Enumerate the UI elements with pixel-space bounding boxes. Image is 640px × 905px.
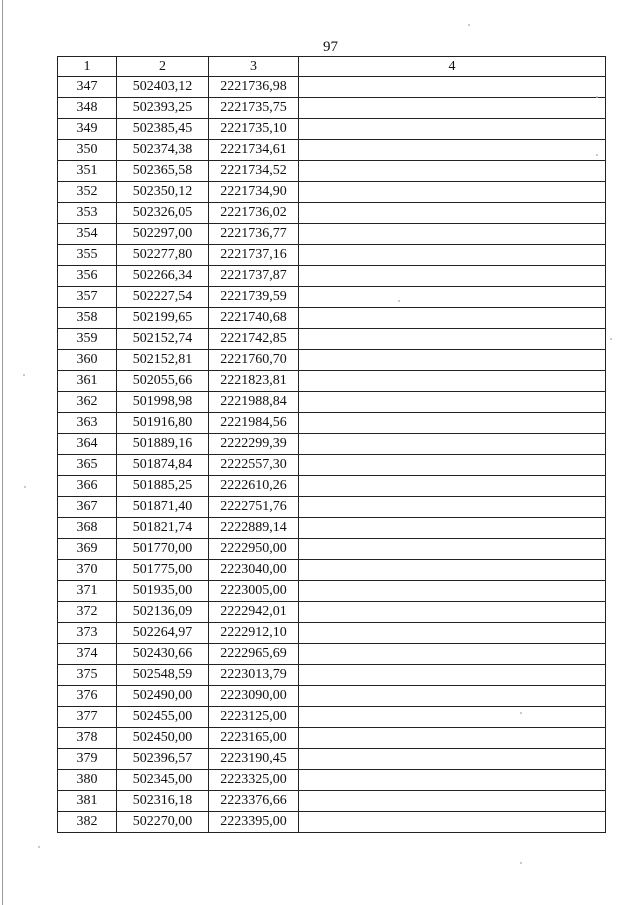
table-row: [58, 224, 606, 245]
cell-y-coordinate: 2223376,66: [209, 791, 299, 812]
cell-number: 354: [58, 224, 117, 245]
cell-note: [299, 371, 606, 392]
cell-number: 347: [58, 77, 117, 98]
table-row: [58, 392, 606, 413]
cell-note: [299, 749, 606, 770]
table-row: [58, 518, 606, 539]
scan-speck: [596, 154, 598, 156]
scan-speck: [23, 374, 25, 376]
cell-number: 353: [58, 203, 117, 224]
table-header-row: [58, 57, 606, 77]
cell-number: 361: [58, 371, 117, 392]
cell-number: 378: [58, 728, 117, 749]
cell-y-coordinate: 2221736,77: [209, 224, 299, 245]
column-header-4: 4: [299, 57, 606, 77]
cell-note: [299, 476, 606, 497]
cell-note: [299, 308, 606, 329]
cell-note: [299, 707, 606, 728]
cell-x-coordinate: 502450,00: [117, 728, 209, 749]
cell-x-coordinate: 502403,12: [117, 77, 209, 98]
cell-number: 351: [58, 161, 117, 182]
cell-note: [299, 119, 606, 140]
table-row: [58, 434, 606, 455]
cell-y-coordinate: 2223395,00: [209, 812, 299, 833]
table-row: [58, 623, 606, 644]
cell-note: [299, 182, 606, 203]
table-row: [58, 140, 606, 161]
cell-y-coordinate: 2221735,10: [209, 119, 299, 140]
cell-number: 372: [58, 602, 117, 623]
cell-number: 370: [58, 560, 117, 581]
cell-x-coordinate: 502455,00: [117, 707, 209, 728]
cell-number: 350: [58, 140, 117, 161]
cell-note: [299, 770, 606, 791]
cell-number: 381: [58, 791, 117, 812]
table-row: [58, 266, 606, 287]
table-row: [58, 770, 606, 791]
table-row: [58, 350, 606, 371]
cell-x-coordinate: 502264,97: [117, 623, 209, 644]
cell-note: [299, 581, 606, 602]
cell-number: 363: [58, 413, 117, 434]
cell-note: [299, 224, 606, 245]
table-row: [58, 539, 606, 560]
cell-x-coordinate: 502152,81: [117, 350, 209, 371]
cell-number: 358: [58, 308, 117, 329]
cell-x-coordinate: 501889,16: [117, 434, 209, 455]
cell-note: [299, 644, 606, 665]
cell-y-coordinate: 2223325,00: [209, 770, 299, 791]
cell-y-coordinate: 2221734,61: [209, 140, 299, 161]
cell-x-coordinate: 502385,45: [117, 119, 209, 140]
cell-number: 349: [58, 119, 117, 140]
cell-y-coordinate: 2223013,79: [209, 665, 299, 686]
cell-y-coordinate: 2221734,90: [209, 182, 299, 203]
cell-y-coordinate: 2221760,70: [209, 350, 299, 371]
cell-x-coordinate: 501916,80: [117, 413, 209, 434]
cell-y-coordinate: 2222889,14: [209, 518, 299, 539]
table-body: [58, 77, 606, 833]
table-row: [58, 308, 606, 329]
table-row: [58, 77, 606, 98]
cell-x-coordinate: 501874,84: [117, 455, 209, 476]
cell-note: [299, 329, 606, 350]
cell-y-coordinate: 2221736,98: [209, 77, 299, 98]
cell-note: [299, 665, 606, 686]
cell-number: 355: [58, 245, 117, 266]
table-row: [58, 644, 606, 665]
cell-y-coordinate: 2221988,84: [209, 392, 299, 413]
cell-x-coordinate: 501935,00: [117, 581, 209, 602]
cell-number: 379: [58, 749, 117, 770]
cell-number: 373: [58, 623, 117, 644]
column-header-1: 1: [58, 57, 117, 77]
table-row: [58, 602, 606, 623]
table-row: [58, 455, 606, 476]
table-row: [58, 749, 606, 770]
table-row: [58, 581, 606, 602]
column-header-3: 3: [209, 57, 299, 77]
cell-note: [299, 812, 606, 833]
cell-y-coordinate: 2222912,10: [209, 623, 299, 644]
cell-x-coordinate: 502396,57: [117, 749, 209, 770]
cell-note: [299, 413, 606, 434]
cell-y-coordinate: 2223090,00: [209, 686, 299, 707]
cell-y-coordinate: 2221823,81: [209, 371, 299, 392]
cell-y-coordinate: 2222610,26: [209, 476, 299, 497]
cell-y-coordinate: 2223005,00: [209, 581, 299, 602]
cell-note: [299, 140, 606, 161]
cell-x-coordinate: 501821,74: [117, 518, 209, 539]
page-number: 97: [323, 39, 338, 55]
scan-speck: [468, 24, 470, 26]
cell-x-coordinate: 501871,40: [117, 497, 209, 518]
table-row: [58, 476, 606, 497]
cell-number: 360: [58, 350, 117, 371]
cell-y-coordinate: 2223125,00: [209, 707, 299, 728]
table-row: [58, 371, 606, 392]
cell-note: [299, 539, 606, 560]
table-row: [58, 413, 606, 434]
cell-y-coordinate: 2221984,56: [209, 413, 299, 434]
cell-y-coordinate: 2223190,45: [209, 749, 299, 770]
table-row: [58, 329, 606, 350]
cell-x-coordinate: 502152,74: [117, 329, 209, 350]
cell-number: 375: [58, 665, 117, 686]
cell-x-coordinate: 502199,65: [117, 308, 209, 329]
cell-note: [299, 245, 606, 266]
cell-x-coordinate: 502490,00: [117, 686, 209, 707]
cell-x-coordinate: 502270,00: [117, 812, 209, 833]
cell-number: 367: [58, 497, 117, 518]
cell-note: [299, 602, 606, 623]
scan-speck: [610, 338, 612, 340]
cell-y-coordinate: 2222942,01: [209, 602, 299, 623]
cell-note: [299, 623, 606, 644]
cell-number: 357: [58, 287, 117, 308]
coordinates-table: [57, 56, 606, 833]
scan-speck: [24, 486, 26, 488]
cell-y-coordinate: 2222299,39: [209, 434, 299, 455]
column-header-2: 2: [117, 57, 209, 77]
table-row: [58, 161, 606, 182]
cell-y-coordinate: 2221739,59: [209, 287, 299, 308]
table-row: [58, 686, 606, 707]
cell-note: [299, 392, 606, 413]
cell-x-coordinate: 502374,38: [117, 140, 209, 161]
cell-number: 376: [58, 686, 117, 707]
cell-number: 368: [58, 518, 117, 539]
cell-x-coordinate: 501775,00: [117, 560, 209, 581]
cell-x-coordinate: 502365,58: [117, 161, 209, 182]
cell-number: 371: [58, 581, 117, 602]
cell-note: [299, 455, 606, 476]
cell-y-coordinate: 2222751,76: [209, 497, 299, 518]
cell-x-coordinate: 502548,59: [117, 665, 209, 686]
cell-note: [299, 434, 606, 455]
cell-x-coordinate: 502326,05: [117, 203, 209, 224]
cell-number: 356: [58, 266, 117, 287]
cell-note: [299, 728, 606, 749]
cell-note: [299, 560, 606, 581]
cell-note: [299, 203, 606, 224]
cell-number: 359: [58, 329, 117, 350]
cell-number: 369: [58, 539, 117, 560]
table-row: [58, 791, 606, 812]
cell-number: 362: [58, 392, 117, 413]
page-edge-line: [2, 0, 3, 905]
scan-speck: [38, 846, 40, 848]
table-row: [58, 728, 606, 749]
cell-y-coordinate: 2221737,87: [209, 266, 299, 287]
cell-note: [299, 287, 606, 308]
table-row: [58, 182, 606, 203]
cell-x-coordinate: 502345,00: [117, 770, 209, 791]
table-row: [58, 287, 606, 308]
cell-note: [299, 497, 606, 518]
table-row: [58, 203, 606, 224]
cell-note: [299, 791, 606, 812]
cell-y-coordinate: 2223040,00: [209, 560, 299, 581]
cell-note: [299, 266, 606, 287]
cell-y-coordinate: 2221742,85: [209, 329, 299, 350]
cell-x-coordinate: 502136,09: [117, 602, 209, 623]
cell-note: [299, 98, 606, 119]
table-row: [58, 812, 606, 833]
scan-speck: [596, 96, 598, 98]
cell-x-coordinate: 502297,00: [117, 224, 209, 245]
cell-number: 352: [58, 182, 117, 203]
cell-x-coordinate: 502266,34: [117, 266, 209, 287]
scan-speck: [520, 712, 522, 714]
table-row: [58, 665, 606, 686]
cell-y-coordinate: 2221740,68: [209, 308, 299, 329]
cell-y-coordinate: 2223165,00: [209, 728, 299, 749]
cell-x-coordinate: 502430,66: [117, 644, 209, 665]
table-row: [58, 707, 606, 728]
table-row: [58, 119, 606, 140]
table-row: [58, 497, 606, 518]
cell-x-coordinate: 501885,25: [117, 476, 209, 497]
cell-note: [299, 77, 606, 98]
cell-x-coordinate: 502393,25: [117, 98, 209, 119]
cell-y-coordinate: 2222965,69: [209, 644, 299, 665]
table-row: [58, 245, 606, 266]
cell-y-coordinate: 2221735,75: [209, 98, 299, 119]
cell-number: 374: [58, 644, 117, 665]
cell-y-coordinate: 2222950,00: [209, 539, 299, 560]
cell-note: [299, 518, 606, 539]
cell-x-coordinate: 502227,54: [117, 287, 209, 308]
cell-note: [299, 350, 606, 371]
cell-number: 377: [58, 707, 117, 728]
cell-note: [299, 161, 606, 182]
scan-speck: [398, 300, 400, 302]
cell-number: 380: [58, 770, 117, 791]
table-row: [58, 560, 606, 581]
cell-y-coordinate: 2221736,02: [209, 203, 299, 224]
cell-number: 366: [58, 476, 117, 497]
cell-x-coordinate: 501770,00: [117, 539, 209, 560]
cell-y-coordinate: 2221737,16: [209, 245, 299, 266]
cell-number: 365: [58, 455, 117, 476]
cell-x-coordinate: 502350,12: [117, 182, 209, 203]
scan-speck: [520, 862, 522, 864]
cell-x-coordinate: 502055,66: [117, 371, 209, 392]
cell-x-coordinate: 502277,80: [117, 245, 209, 266]
cell-x-coordinate: 501998,98: [117, 392, 209, 413]
cell-number: 364: [58, 434, 117, 455]
cell-note: [299, 686, 606, 707]
cell-y-coordinate: 2222557,30: [209, 455, 299, 476]
cell-number: 348: [58, 98, 117, 119]
cell-y-coordinate: 2221734,52: [209, 161, 299, 182]
cell-number: 382: [58, 812, 117, 833]
table-row: [58, 98, 606, 119]
cell-x-coordinate: 502316,18: [117, 791, 209, 812]
